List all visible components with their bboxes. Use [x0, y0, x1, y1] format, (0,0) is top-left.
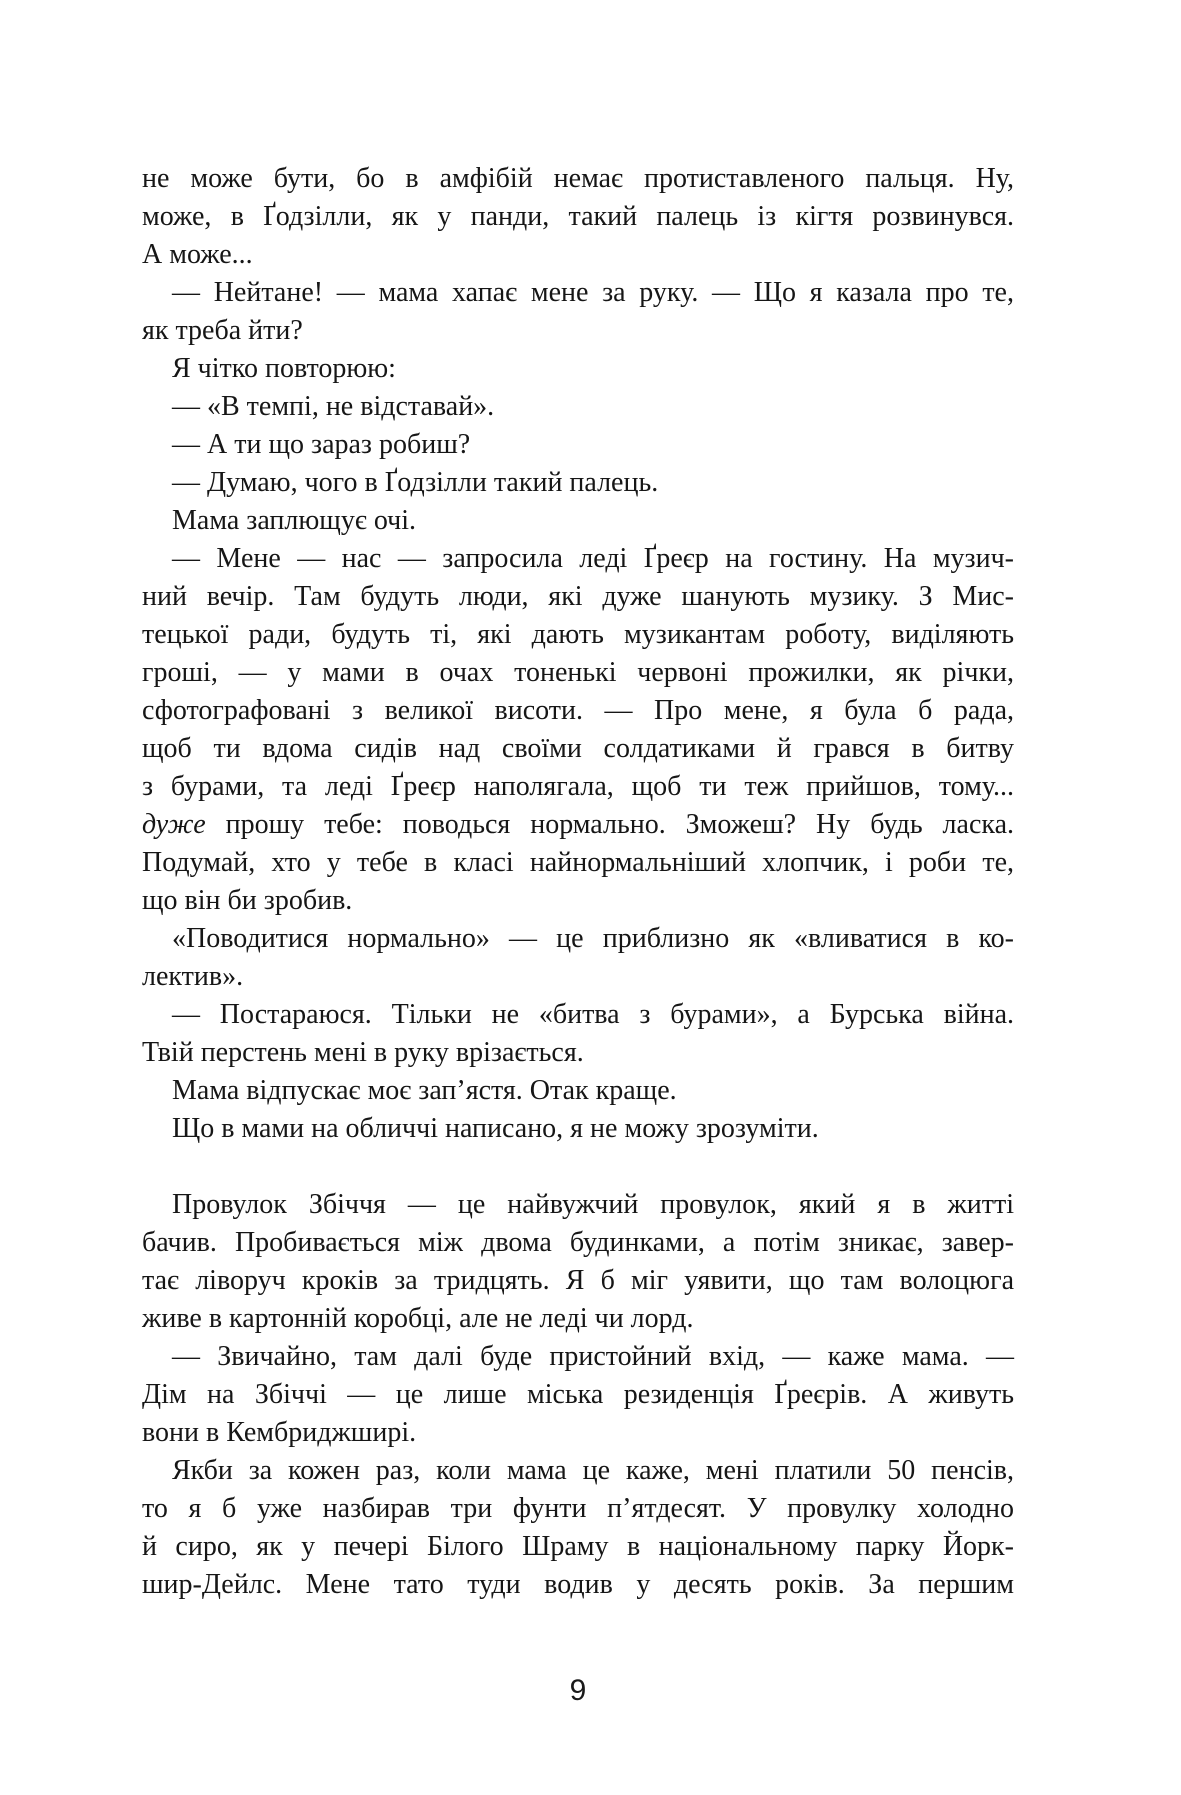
text-line: Дім на Збіччі — це лише міська резиденція Ґреєрів. А живуть [142, 1379, 1014, 1410]
text-line: ний вечір. Там будуть люди, які дуже шанують музику. З Мис- [142, 581, 1014, 612]
text-line: лектив». [142, 961, 244, 992]
text-line: може, в Ґодзілли, як у панди, такий палець із кігтя розвинувся. [142, 201, 1014, 232]
text-line: Якби за кожен раз, коли мама це каже, мені платили 50 пенсів, [172, 1455, 1014, 1486]
text-line: з бурами, та леді Ґреєр наполягала, щоб ти теж прийшов, тому... [142, 771, 1014, 802]
text-line: Твій перстень мені в руку врізається. [142, 1037, 584, 1068]
text-line-rest: прошу тебе: поводься нормально. Зможеш? Ну будь ласка. [205, 809, 1014, 840]
emphasized-word: дуже [142, 809, 206, 840]
text-line: Провулок Збіччя — це найвужчий провулок, який я в житті [172, 1189, 1014, 1220]
text-line: — Постараюся. Тільки не «битва з бурами», а Бурська війна. [172, 999, 1014, 1030]
text-line: й сиро, як у печері Білого Шраму в національному парку Йорк- [142, 1531, 1014, 1562]
text-line: тає ліворуч кроків за тридцять. Я б міг уявити, що там волоцюга [142, 1265, 1014, 1296]
text-line: Подумай, хто у тебе в класі найнормальніший хлопчик, і роби те, [142, 847, 1014, 878]
text-line: Мама відпускає моє зап’ястя. Отак краще. [172, 1075, 677, 1106]
text-line: — А ти що зараз робиш? [172, 429, 471, 460]
text-line: не може бути, бо в амфібій немає протиставленого пальця. Ну, [142, 163, 1014, 194]
text-line: щоб ти вдома сидів над своїми солдатиками й грався в битву [142, 733, 1014, 764]
text-line: тецької ради, будуть ті, які дають музикантам роботу, виділяють [142, 619, 1014, 650]
text-line: — «В темпі, не відставай». [172, 391, 495, 422]
text-line: — Думаю, чого в Ґодзілли такий палець. [172, 467, 659, 498]
text-line: сфотографовані з великої висоти. — Про мене, я була б рада, [142, 695, 1014, 726]
text-line: бачив. Пробивається між двома будинками, а потім зникає, завер- [142, 1227, 1014, 1258]
text-line: гроші, — у мами в очах тоненькі червоні прожилки, як річки, [142, 657, 1014, 688]
text-line: Мама заплющує очі. [172, 505, 416, 536]
text-line [142, 806, 1014, 844]
text-line: живе в картонній коробці, але не леді чи лорд. [142, 1303, 694, 1334]
page-number: 9 [569, 1674, 587, 1707]
text-line: — Нейтане! — мама хапає мене за руку. — Що я казала про те, [172, 277, 1014, 308]
text-line: як треба йти? [142, 315, 303, 346]
text-line: що він би зробив. [142, 885, 353, 916]
text-line: «Поводитися нормально» — це приблизно як «вливатися в ко- [172, 923, 1014, 954]
text-block [142, 160, 1014, 1604]
text-line: шир-Дейлс. Мене тато туди водив у десять років. За першим [142, 1569, 1014, 1600]
text-line: Я чітко повторюю: [172, 353, 396, 384]
text-line: то я б уже назбирав три фунти п’ятдесят. У провулку холодно [142, 1493, 1014, 1524]
text-line: — Мене — нас — запросила леді Ґреєр на гостину. На музич- [172, 543, 1014, 574]
text-line: А може... [142, 239, 253, 270]
text-line: Що в мами на обличчі написано, я не можу зрозуміти. [172, 1113, 819, 1144]
text-line: вони в Кембриджширі. [142, 1417, 417, 1448]
text-line: — Звичайно, там далі буде пристойний вхід, — каже мама. — [172, 1341, 1014, 1372]
